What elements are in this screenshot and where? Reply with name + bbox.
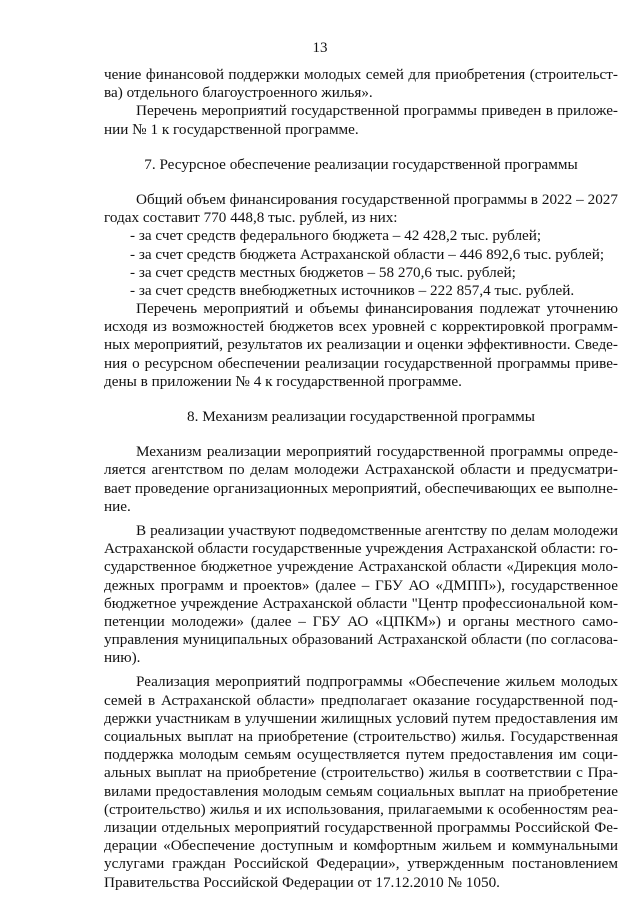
paragraph-line: петенции молодежи» (далее – ГБУ АО «ЦПКМ») и органы местного само- <box>104 612 618 630</box>
spacer <box>104 426 618 443</box>
paragraph-line: В реализации участвуют подведомственные агентству по делам молодежи <box>136 521 618 539</box>
paragraph-line: Перечень мероприятий и объемы финансирования подлежат уточнению <box>136 300 618 318</box>
paragraph-line: ляется агентством по делам молодежи Астраханской области и предусматри- <box>104 461 618 479</box>
paragraph-line: сударственное бюджетное учреждение Астраханской области «Дирекция моло- <box>104 559 618 576</box>
paragraph-line: вилами предоставления молодым семьям социальных выплат на приобретение <box>104 782 618 800</box>
paragraph-line: альных выплат на приобретение (строительство) жилья в соответствии с Пра- <box>104 764 618 782</box>
paragraph-line: Астраханской области государственные учреждения Астраханской области: го- <box>104 540 618 558</box>
paragraph-line: ва) отдельного благоустроенного жилья». <box>104 84 373 102</box>
spacer <box>104 139 618 156</box>
paragraph-line: услугами граждан Российской Федерации», утвержденным постановлением <box>104 855 618 873</box>
paragraph-line: дены в приложении № 4 к государственной программе. <box>104 372 462 390</box>
paragraph-line: дежных программ и проектов» (далее – ГБУ АО «ДМПП»), государственное <box>104 576 618 594</box>
paragraph-line: исходя из возможностей бюджетов всех уровней с корректировкой программ- <box>104 318 618 336</box>
spacer <box>104 391 618 408</box>
paragraph-line: (строительство) жилья и их использования, прилагаемыми к особенностям реа- <box>104 801 618 818</box>
paragraph-line: держки участникам в улучшении жилищных условий путем предоставления им <box>104 710 618 727</box>
paragraph-line: Реализация мероприятий подпрограммы «Обеспечение жильем молодых <box>136 673 618 691</box>
page-number: 13 <box>312 40 328 56</box>
list-item-line: - за счет средств федерального бюджета – 42 428,2 тыс. рублей; <box>130 227 542 245</box>
paragraph-line: вает проведение организационных мероприятий, обеспечивающих ее выполне- <box>104 479 618 497</box>
paragraph-line: Общий объем финансирования государственной программы в 2022 – 2027 <box>136 190 618 208</box>
paragraph-line: бюджетное учреждение Астраханской области "Центр профессиональной ком- <box>104 594 618 612</box>
paragraph-line: семей в Астраханской области» предполагает оказание государственной под- <box>104 691 618 709</box>
list-item-line: - за счет средств внебюджетных источников – 222 857,4 тыс. рублей. <box>130 281 575 299</box>
section-heading: 7. Ресурсное обеспечение реализации государственной программы <box>144 155 578 173</box>
document-body <box>104 66 618 892</box>
paragraph-line: чение финансовой поддержки молодых семей для приобретения (строительст- <box>104 66 618 83</box>
list-item-line: - за счет средств местных бюджетов – 58 270,6 тыс. рублей; <box>130 263 516 281</box>
section-heading: 8. Механизм реализации государственной программы <box>187 408 535 425</box>
paragraph-line: Перечень мероприятий государственной программы приведен в приложе- <box>136 102 618 120</box>
paragraph-line: ния о ресурсном обеспечении реализации государственной программы приве- <box>104 354 618 372</box>
paragraph-line: Механизм реализации мероприятий государственной программы опреде- <box>136 443 618 461</box>
paragraph-line: поддержка молодым семьям осуществляется путем предоставления им соци- <box>104 746 618 764</box>
paragraph-line: социальных выплат на приобретение (строительство) жилья. Государственная <box>104 728 618 745</box>
paragraph-line: нии № 1 к государственной программе. <box>104 120 359 138</box>
paragraph-line: нию). <box>104 649 141 667</box>
list-item-line: - за счет средств бюджета Астраханской области – 446 892,6 тыс. рублей; <box>130 245 605 263</box>
paragraph-line: годах составит 770 448,8 тыс. рублей, из них: <box>104 209 398 227</box>
paragraph-line: Правительства Российской Федерации от 17.12.2010 № 1050. <box>104 873 500 891</box>
paragraph-line: дерации «Обеспечение доступным и комфортным жильем и коммунальными <box>104 837 618 855</box>
paragraph-line: ние. <box>104 497 131 515</box>
paragraph-line: ных мероприятий, результатов их реализации и оценки эффективности. Сведе- <box>104 336 618 354</box>
spacer <box>104 174 618 191</box>
paragraph-line: управления муниципальных образований Астраханской области (по согласова- <box>104 631 618 649</box>
paragraph-line: лизации отдельных мероприятий государственной программы Российской Фе- <box>104 818 618 836</box>
